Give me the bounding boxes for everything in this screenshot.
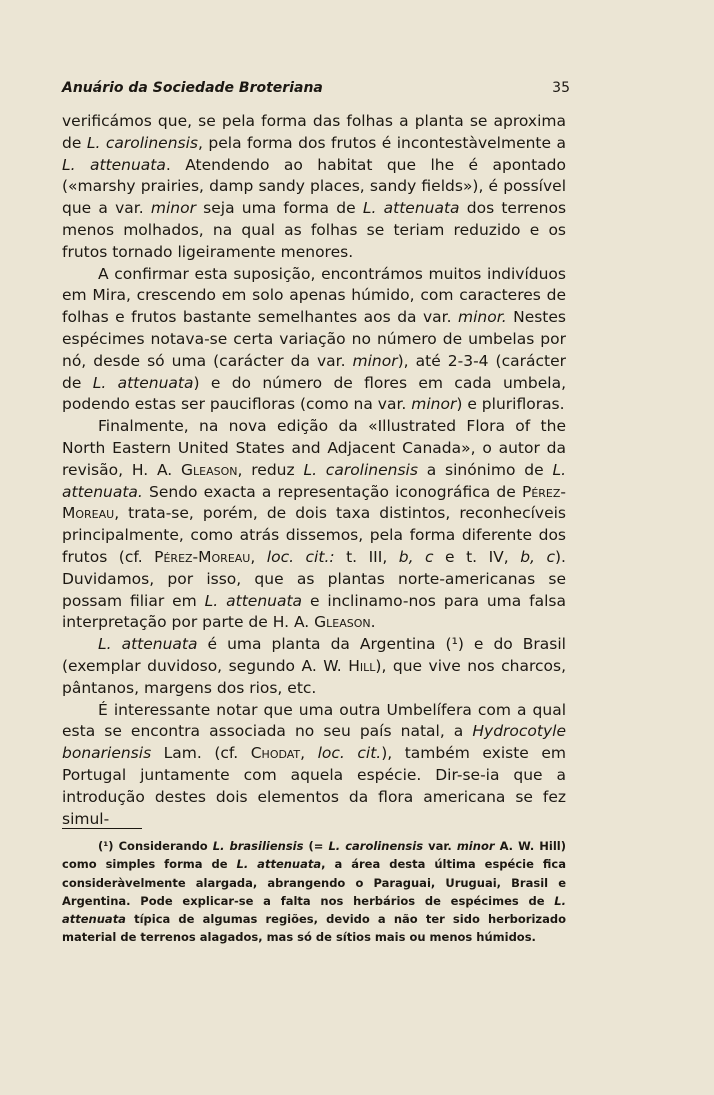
italic-text: minor (150, 199, 196, 218)
footnote (62, 837, 566, 947)
italic-text: loc. cit.: (266, 547, 335, 566)
text-run: Finalmente, na nova edição da «Illustrated Flora of the North Eastern United States and Adjacent Canada», o autor da revisão, H. A. (62, 417, 566, 479)
text-run: ), também existe em Portugal juntamente com aquela espécie. Dir-se-ia que a introdução destes dois elementos da flora americana se fez simul- (62, 744, 566, 828)
text-run: seja uma forma de (195, 199, 363, 218)
italic-text: minor. (458, 308, 507, 327)
italic-text: L. attenuata (362, 199, 460, 218)
text-run: É interessante notar que uma outra Umbelífera com a qual esta se encontra associada no seu país natal, a (62, 700, 566, 741)
text-run: ) e do número de flores em cada umbela, podendo estas ser paucifloras (como na var. (62, 373, 567, 414)
italic-text: b, c (398, 547, 434, 566)
paragraph (62, 264, 566, 417)
text-run: , reduz (237, 460, 304, 479)
italic-text: L. attenuata (62, 155, 166, 174)
author-name: Gleason (314, 613, 371, 632)
author-name: Pérez-Moreau (154, 547, 251, 566)
text-run: ¹ (451, 635, 458, 654)
italic-text: minor (352, 351, 398, 370)
italic-text: b, c (520, 547, 555, 566)
italic-text: minor (456, 839, 495, 853)
paragraph (62, 111, 566, 264)
italic-text: L. attenuata (204, 591, 303, 610)
italic-text: L. attenuata (62, 893, 566, 927)
text-run: Sendo exacta a representação iconográfica de (142, 482, 522, 501)
text-run: (¹) Considerando (98, 839, 213, 853)
text-run: dos terrenos menos molhados, na qual as folhas se teriam reduzido e os frutos tornado ligeiramente menores. (62, 199, 567, 261)
text-run: ), até 2-3-4 (carácter de (62, 351, 566, 392)
text-run: ), que vive nos charcos, pântanos, margens dos rios, etc. (62, 656, 566, 697)
text-run: Lam. (cf. (151, 744, 251, 763)
paragraph (62, 416, 566, 634)
running-header (62, 80, 570, 96)
text-run: ) e plurifloras. (456, 395, 565, 414)
italic-text: minor (411, 395, 457, 414)
text-run: , a área desta última espécie fica consideràvelmente alargada, abrangendo o Paraguai, Uruguai, Brasil e Argentina. Pode explicar-se a falta nos herbários de espécimes de (62, 857, 566, 908)
italic-text: L. carolinensis (303, 460, 418, 479)
author-name: Hill (348, 656, 376, 675)
italic-text: L. brasiliensis (212, 839, 304, 853)
text-run: e inclinamo-nos para uma falsa interpretação por parte de H. A. (62, 591, 567, 632)
author-name: Chodat (250, 744, 301, 763)
italic-text: L. carolinensis (86, 133, 198, 152)
italic-text: L. attenuata. (62, 460, 567, 501)
italic-text: loc. cit. (317, 744, 382, 763)
body-text (62, 111, 566, 830)
text-run: , pela forma dos frutos é incontestàvelmente a (198, 133, 566, 152)
italic-text: L. carolinensis (328, 839, 424, 853)
page-number: 35 (552, 80, 570, 96)
text-run: . (370, 613, 376, 632)
text-run: var. (423, 839, 457, 853)
italic-text: L. attenuata (236, 857, 322, 872)
text-run: típica de algumas regiões, devido a não ter sido herborizado material de terrenos alagados, mas só de sítios mais ou menos húmidos. (62, 912, 566, 945)
running-title: Anuário da Sociedade Broteriana (62, 80, 323, 96)
text-run: ). Duvidamos, por isso, que as plantas norte-americanas se possam filiar em (62, 547, 566, 610)
author-name: Pérez-Moreau (62, 482, 566, 523)
text-run: , (250, 547, 267, 566)
text-run: A confirmar esta suposição, encontrámos muitos indivíduos em Mira, crescendo em solo apenas húmido, com caracteres de folhas e frutos bastante semelhantes aos da var. (62, 264, 566, 327)
paragraph (62, 700, 566, 831)
footnote-divider (62, 828, 142, 829)
text-run: (= (303, 839, 329, 853)
author-name: Gleason (181, 460, 238, 479)
italic-text: Hydrocotyle bonariensis (62, 722, 566, 763)
text-run: t. III, (334, 547, 399, 566)
text-run: é uma planta da Argentina ( (197, 635, 452, 654)
paragraph (62, 634, 566, 699)
text-run: . Atendendo ao habitat que lhe é apontado («marshy prairies, damp sandy places, sandy fields»), é possível que a var. (62, 155, 567, 218)
text-run: verificámos que, se pela forma das folhas a planta se aproxima de (62, 112, 566, 152)
text-run: , (300, 744, 318, 763)
text-run: , trata-se, porém, de dois taxa distintos, reconhecíveis principalmente, como atrás dissemos, pela forma diferente dos frutos (cf. (62, 504, 566, 566)
italic-text: L. attenuata (98, 635, 198, 654)
text-run: Nestes espécimes notava-se certa variação no número de umbelas por nó, desde só uma (carácter da var. (62, 308, 566, 370)
text-run: ) e do Brasil (exemplar duvidoso, segundo A. W. (62, 635, 566, 675)
text-run: a sinónimo de (417, 460, 553, 479)
text-run: A. W. Hill) como simples forma de (62, 839, 566, 872)
italic-text: L. attenuata (92, 373, 194, 392)
text-run: e t. IV, (433, 547, 521, 566)
